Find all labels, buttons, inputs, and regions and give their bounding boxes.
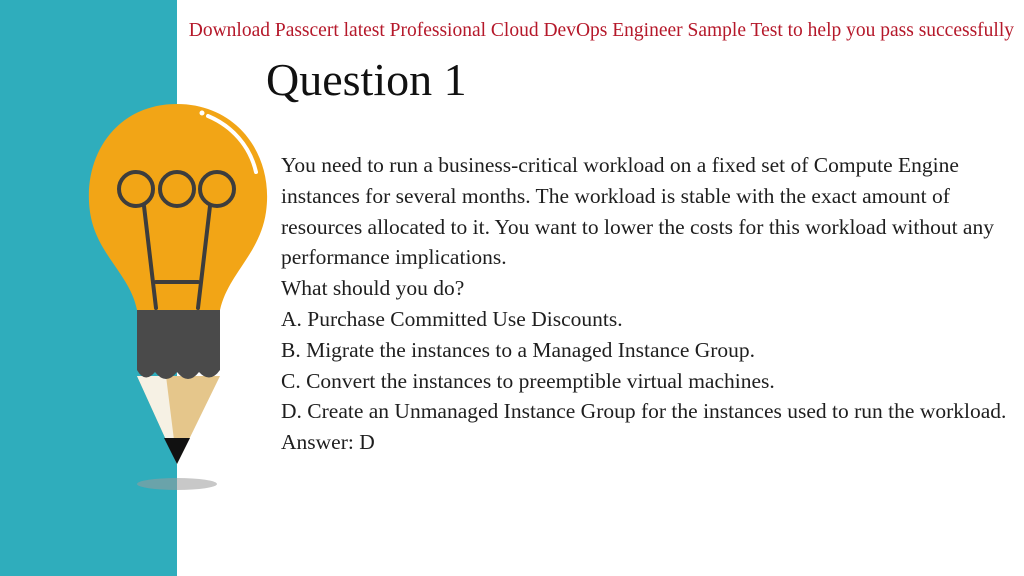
option-c: C. Convert the instances to preemptible virtual machines. bbox=[281, 368, 775, 393]
banner-text: Download Passcert latest Professional Cloud DevOps Engineer Sample Test to help you pass successfully bbox=[188, 20, 1014, 41]
option-d: D. Create an Unmanaged Instance Group for the instances used to run the workload. bbox=[281, 399, 1007, 424]
answer: Answer: D bbox=[281, 430, 375, 455]
question-prompt: What should you do? bbox=[281, 276, 465, 301]
lightbulb-pencil-icon bbox=[70, 98, 290, 498]
question-body bbox=[281, 150, 1016, 458]
option-b: B. Migrate the instances to a Managed Instance Group. bbox=[281, 337, 756, 362]
question-stem: You need to run a business-critical workload on a fixed set of Compute Engine instances for several months. The workload is stable with the exact amount of resources allocated to it. You want to lower the costs for this workload without any performance implications. bbox=[281, 153, 994, 270]
option-a: A. Purchase Committed Use Discounts. bbox=[281, 306, 623, 331]
question-title: Question 1 bbox=[266, 54, 467, 105]
